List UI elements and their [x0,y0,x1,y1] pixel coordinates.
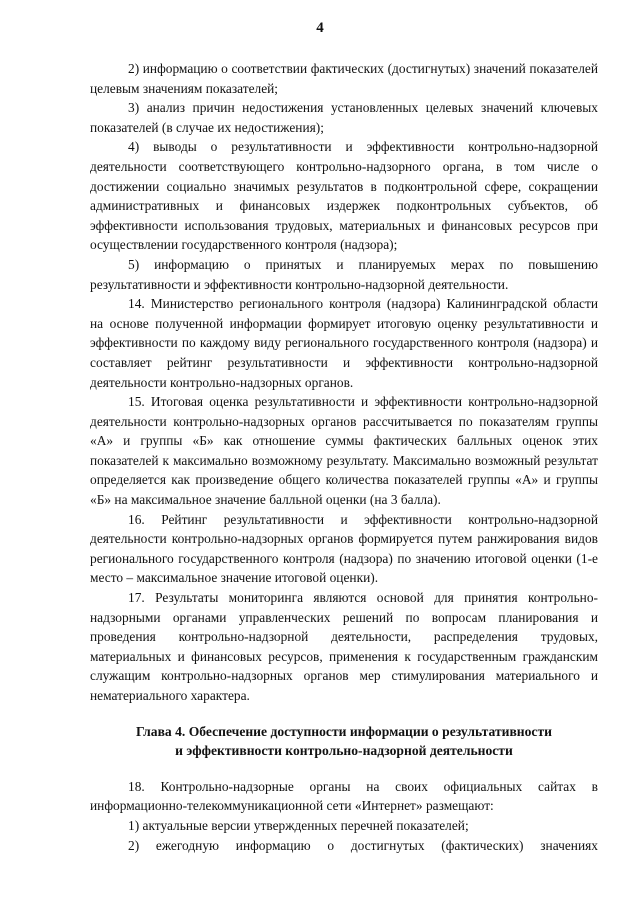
chapter-heading [90,722,598,761]
chapter-heading-line-2: и эффективности контрольно-надзорной деятельности [175,743,513,759]
paragraph-clause-17: 17. Результаты мониторинга являются основой для принятия контрольно-надзорными органами управленческих решений по вопросам планирования и проведения контрольно-надзорной деятельности, распределения трудовых, материальных и финансовых ресурсов, применения к государственным гражданским служащим контрольно-надзорных органов мер стимулирования материального и нематериального характера. [90,590,598,703]
paragraph-item-3: 3) анализ причин недостижения установленных целевых значений ключевых показателей (в случае их недостижения); [90,100,598,135]
paragraph-18-item-2: 2) ежегодную информацию о достигнутых (фактических) значениях [128,837,598,853]
document-body [90,59,598,855]
paragraph-clause-14: 14. Министерство регионального контроля (надзора) Калининградской области на основе полученной информации формирует итоговую оценку результативности и эффективности по каждому виду регионального государственного контроля (надзора) и составляет рейтинг результативности и эффективности контрольно-надзорной деятельности контрольно-надзорных органов. [90,296,598,390]
paragraph-clause-18: 18. Контрольно-надзорные органы на своих официальных сайтах в информационно-телекоммуникационной сети «Интернет» размещают: [90,778,598,814]
paragraph-clause-16: 16. Рейтинг результативности и эффективности контрольно-надзорной деятельности контрольно-надзорных органов формируется путем ранжирования видов регионального государственного контроля (надзора) по значению итоговой оценки (1-е место – максимальное значение итоговой оценки). [90,511,598,586]
paragraph-18-item-1: 1) актуальные версии утвержденных перечней показателей; [128,817,469,833]
paragraph-item-4: 4) выводы о результативности и эффективности контрольно-надзорной деятельности соответствующего контрольно-надзорного органа, в том числе о достижении социально значимых результатов в подконтрольной сфере, сокращении административных и финансовых издержек подконтрольных субъектов, об эффективности использования трудовых, материальных и финансовых ресурсов при осуществлении государственного контроля (надзора); [90,139,598,253]
chapter-heading-line-1: Глава 4. Обеспечение доступности информации о результативности [136,723,552,739]
paragraph-clause-15: 15. Итоговая оценка результативности и эффективности контрольно-надзорной деятельности контрольно-надзорных органов рассчитывается по показателям группы «А» и группы «Б» как отношение суммы фактических балльных оценок этих показателей к максимально возможному результату. Максимально возможный результат определяется как произведение общего количества показателей группы «А» и группы «Б» на максимальное значение балльной оценки (на 3 балла). [90,394,598,508]
paragraph-item-5: 5) информацию о принятых и планируемых мерах по повышению результативности и эффективности контрольно-надзорной деятельности. [90,256,598,292]
paragraph-item-2: 2) информацию о соответствии фактических (достигнутых) значений показателей целевым значениям показателей; [90,61,598,96]
page-number: 4 [316,20,324,36]
